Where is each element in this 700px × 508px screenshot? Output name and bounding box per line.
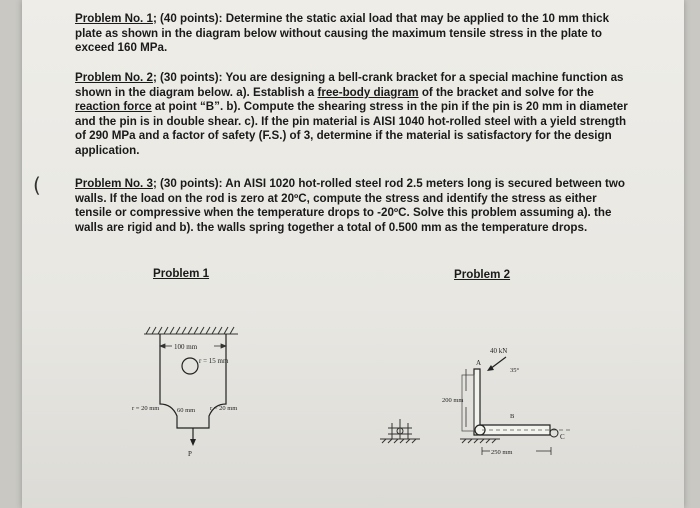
bell-crank-body bbox=[474, 369, 550, 435]
problem-3-header: Problem No. 3 bbox=[75, 177, 153, 190]
problem-2-diagram bbox=[370, 335, 590, 465]
length-label: 250 mm bbox=[491, 449, 513, 456]
point-c-label: C bbox=[560, 433, 565, 441]
width-label: 100 mm bbox=[174, 343, 198, 351]
point-a-label: A bbox=[476, 359, 482, 367]
point-b-label: B bbox=[510, 413, 515, 420]
figure-1-title: Problem 1 bbox=[153, 267, 210, 280]
problem-3-body: ; (30 points): An AISI 1020 hot-rolled steel rod 2.5 meters long is secured between two walls. If the load on the rod is zero at 20ºC, compute the stress and identify the stress as either tensile or compressive when the temperature drops to -20ºC. Solve this problem assuming a). the walls are rigid and b). the walls spring together a total of 0.500 mm as the temperature drops. bbox=[75, 177, 625, 234]
problem-1-text bbox=[75, 12, 635, 56]
problem-2-body-1: ; (30 points): You are designing a bell-crank bracket for a special machine function as shown in the diagram below. a). Establish a bbox=[75, 71, 624, 99]
problem-2-body-2: of the bracket and solve for the bbox=[418, 85, 594, 99]
hole-radius-label: r = 15 mm bbox=[199, 357, 229, 365]
problem-1-diagram bbox=[130, 322, 260, 472]
right-fillet-label: r = 20 mm bbox=[210, 405, 238, 412]
problem-2-text bbox=[75, 71, 635, 159]
force-arrow bbox=[490, 357, 506, 369]
load-arrowhead bbox=[190, 439, 196, 446]
problem-3-text bbox=[75, 177, 635, 235]
plate-hole bbox=[182, 358, 198, 374]
problem-2-body-3: at point “B”. b). Compute the shearing stress in the pin if the pin is 20 mm in diameter and the pin is in double shear. c). If the pin material is AISI 1040 hot-rolled steel with a yield strength of 290 MPa and a factor of safety (F.S.) of 3, determine if the material is satisfactory for the design application. bbox=[75, 100, 628, 157]
force-arrowhead bbox=[487, 365, 494, 371]
problem-2-fbd: free-body diagram bbox=[317, 85, 419, 99]
problem-1-header: Problem No. 1 bbox=[75, 12, 153, 25]
angle-label: 35° bbox=[510, 367, 520, 374]
pin-support-detail bbox=[380, 419, 420, 443]
left-fillet-label: r = 20 mm bbox=[132, 405, 160, 412]
problem-2-reaction: reaction force bbox=[75, 100, 152, 114]
height-label: 200 mm bbox=[442, 397, 464, 404]
ground-support bbox=[460, 439, 500, 443]
neck-width-label: 60 mm bbox=[177, 407, 196, 414]
crank-shadow bbox=[462, 375, 474, 431]
load-label: P bbox=[188, 450, 192, 458]
problem-1-body: ; (40 points): Determine the static axial load that may be applied to the 10 mm thick plate as shown in the diagram below without causing the maximum tensile stress in the plate to exceed 160 MPa. bbox=[75, 12, 610, 55]
ceiling-hatching bbox=[144, 327, 238, 334]
force-label: 40 kN bbox=[490, 347, 508, 355]
margin-mark: ( bbox=[33, 173, 41, 197]
problem-2-header: Problem No. 2 bbox=[75, 71, 153, 84]
figure-2-title: Problem 2 bbox=[454, 268, 511, 281]
